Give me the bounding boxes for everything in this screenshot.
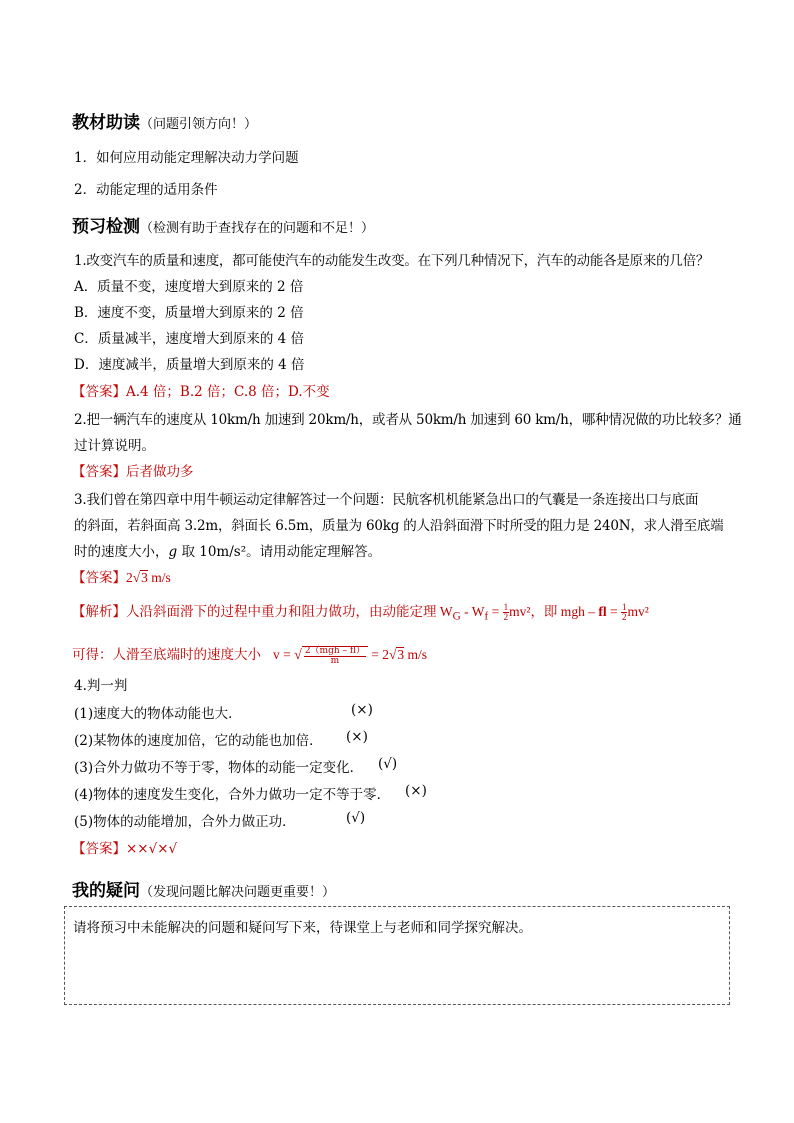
judge-mark-2: (×) bbox=[346, 729, 368, 745]
q2-answer bbox=[72, 460, 194, 480]
section-title: 预习检测 bbox=[72, 217, 140, 237]
question-3-line-1: 3.我们曾在第四章中用牛顿运动定律解答过一个问题：民航客机机能紧急出口的气囊是一条连接出口与底面 bbox=[74, 492, 699, 508]
judge-mark-4: (×) bbox=[405, 783, 427, 799]
judge-mark-5: (√) bbox=[346, 810, 366, 826]
q1-option-b: B．速度不变，质量增大到原来的 2 倍 bbox=[74, 305, 304, 321]
answer-label: 【答案】 bbox=[72, 841, 126, 857]
judge-mark-1: (×) bbox=[351, 702, 373, 718]
section-title: 我的疑问 bbox=[72, 881, 140, 901]
section-heading-questions bbox=[72, 876, 335, 901]
q1-option-a: A．质量不变，速度增大到原来的 2 倍 bbox=[74, 279, 304, 295]
q3-analysis bbox=[72, 600, 649, 623]
q1-option-d: D．速度减半，质量增大到原来的 4 倍 bbox=[74, 357, 305, 373]
equation-work-energy: $W_G - W_f$ = $\frac{1}{2}$ mv² bbox=[439, 602, 531, 623]
notes-box[interactable] bbox=[64, 906, 730, 1005]
question-2-line-1: 2.把一辆汽车的速度从 10km/h 加速到 20km/h，或者从 50km/h 加速到 60 km/h，哪种情况做的功比较多？通 bbox=[74, 412, 742, 428]
section-subtitle: （问题引领方向！） bbox=[140, 117, 258, 132]
q3-result: 可得：人滑至底端时的速度大小 v = √ $\frac{\text{2（mgh – fl）}}{m}$ = 2√3 m/s bbox=[72, 645, 428, 666]
section-heading-preview bbox=[72, 212, 374, 237]
answer-text: A.4 倍；B.2 倍；C.8 倍；D.不变 bbox=[126, 384, 330, 400]
judge-mark-3: (√) bbox=[378, 756, 398, 772]
section-subtitle: （检测有助于查找存在的问题和不足！） bbox=[140, 221, 375, 236]
result-radicand: 3 bbox=[397, 647, 405, 662]
judge-item-5: (5)物体的动能增加，合外力做正功． bbox=[74, 814, 296, 830]
question-2-line-2: 过计算说明。 bbox=[74, 438, 155, 454]
q3-answer: 【答案】2√3 m/s bbox=[72, 570, 171, 586]
analysis-label: 【解析】 bbox=[72, 604, 126, 620]
result-unit: m/s bbox=[404, 647, 428, 662]
result-eq: = 2 bbox=[367, 647, 389, 662]
answer-text: 后者做功多 bbox=[126, 464, 194, 480]
q4-answer bbox=[72, 837, 177, 857]
question-3-line-3 bbox=[74, 540, 381, 560]
stem-text: 取 10m/s²。请用动能定理解答。 bbox=[177, 544, 382, 560]
stem-text: 时的速度大小， bbox=[74, 544, 169, 560]
judge-item-3: (3)合外力做功不等于零，物体的动能一定变化． bbox=[74, 760, 364, 776]
q1-answer bbox=[72, 380, 330, 400]
result-fraction: $\frac{\text{2（mgh – fl）}}{m}$ bbox=[302, 646, 368, 666]
q1-option-c: C．质量减半，速度增大到原来的 4 倍 bbox=[74, 331, 305, 347]
section-subtitle: （发现问题比解决问题更重要！） bbox=[140, 885, 336, 900]
question-4-title: 4.判一判 bbox=[74, 678, 128, 694]
analysis-text: 人沿斜面滑下的过程中重力和阻力做功，由动能定理 bbox=[126, 604, 437, 620]
result-text: 可得：人滑至底端时的速度大小 bbox=[72, 647, 261, 663]
guide-item-2: 2．动能定理的适用条件 bbox=[74, 182, 218, 198]
judge-item-1: (1)速度大的物体动能也大． bbox=[74, 706, 242, 722]
result-v: v = bbox=[273, 647, 295, 662]
section-heading-guide bbox=[72, 108, 257, 133]
notes-box-prompt: 请将预习中未能解决的问题和疑问写下来，待课堂上与老师和同学探究解决。 bbox=[73, 920, 532, 936]
answer-unit: m/s bbox=[147, 570, 171, 585]
question-3-line-2: 的斜面，若斜面高 3.2m，斜面长 6.5m，质量为 60kg 的人沿斜面滑下时所受的阻力是 240N，求人滑至底端 bbox=[74, 518, 724, 534]
section-title: 教材助读 bbox=[72, 113, 140, 133]
question-1-stem: 1.改变汽车的质量和速度，都可能使汽车的动能发生改变。在下列几种情况下，汽车的动能各是原来的几倍？ bbox=[74, 253, 710, 269]
answer-label: 【答案】 bbox=[72, 384, 126, 400]
answer-radicand: 3 bbox=[141, 570, 148, 585]
equation-expanded: ，即 mgh – fl = $\frac{1}{2}$ mv² bbox=[530, 602, 649, 623]
answer-label: 【答案】 bbox=[72, 570, 126, 586]
judge-item-2: (2)某物体的速度加倍，它的动能也加倍． bbox=[74, 733, 323, 749]
guide-item-1: 1．如何应用动能定理解决动力学问题 bbox=[74, 150, 299, 166]
variable-g: g bbox=[168, 544, 178, 560]
answer-label: 【答案】 bbox=[72, 464, 126, 480]
judge-item-4: (4)物体的速度发生变化，合外力做功一定不等于零． bbox=[74, 787, 391, 803]
answer-text: ××√×√ bbox=[126, 841, 178, 857]
answer-coef: 2 bbox=[126, 570, 133, 585]
